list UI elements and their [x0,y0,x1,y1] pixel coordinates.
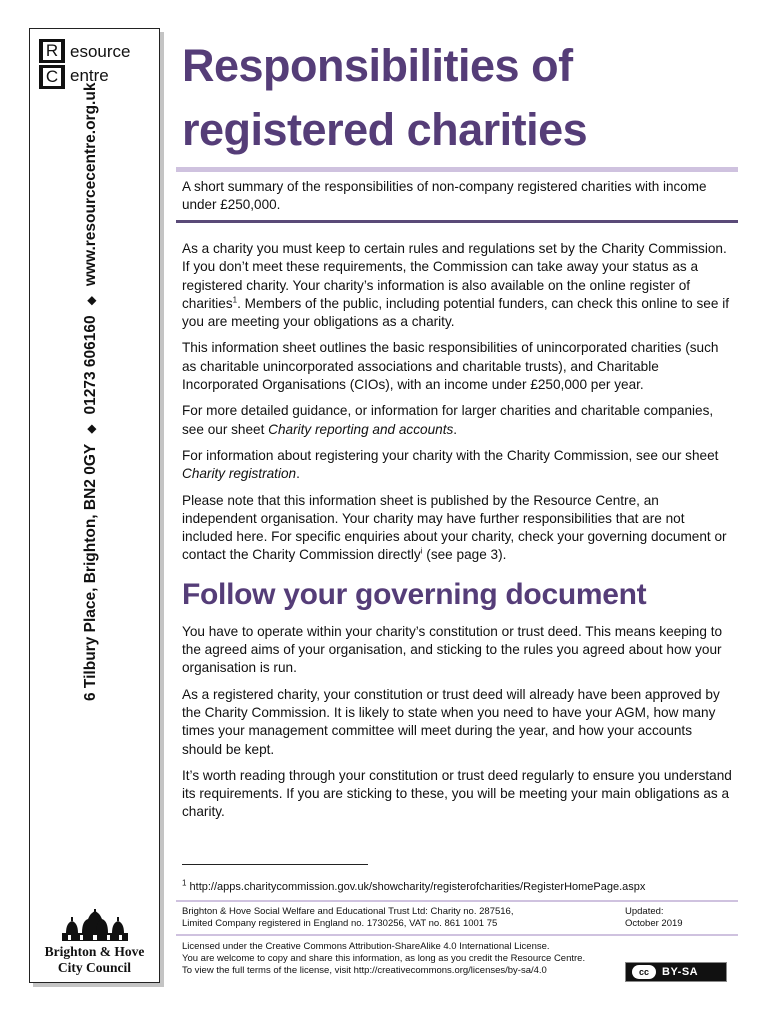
paragraph-intro: As a charity you must keep to certain rules and regulations set by the Charity Commission. If you don’t meet these requirements, the Commission can take away your status as a registered charity. Your charity’s information is also available on the online register of charities$^1$. Members of the public, including potential funders, can check this online to see if you are meeting your obligations as a charity. [182,241,729,330]
paragraph-operate: You have to operate within your charity’s constitution or trust deed. This means keeping to the agreed aims of your organisation, and sticking to the rules you agreed about how your organisation is run. [182,623,723,676]
footnote-ref[interactable]: 1 [232,295,238,305]
council-logo [30,909,159,975]
vertical-contact-info [80,82,102,701]
footer-divider-top [176,900,738,902]
section-heading: Follow your governing document [182,577,647,611]
council-name-line2: City Council [57,960,132,975]
paragraph-guidance: For more detailed guidance, or information for larger charities and charitable companies, see our sheet Charity reporting and accounts. [182,403,714,437]
title-divider [176,167,738,172]
main-content [182,240,734,830]
paragraph-note: Please note that this information sheet is published by the Resource Centre, an independent organisation. Your charity may have further responsibilities that are not included here. For specific enquiries about your charity, check your governing document or contact the Charity Commission directly$^i$ (see page 3). [182,492,727,563]
sidebar [29,28,160,983]
phone-number: 01273 606160 [82,315,99,415]
sheet-reference-reporting: Charity reporting and accounts [268,421,454,437]
logo-r-box: R [39,39,65,63]
address: 6 Tilbury Place, Brighton, BN2 0GY [82,443,99,701]
paragraph-outline: This information sheet outlines the basic responsibilities of unincorporated charities (such as charitable unincorporated associations and charitable trusts), and Charitable Incorporated Organisations (CIOs), with an income under £250,000 per year. [182,340,719,393]
website-link[interactable]: www.resourcecentre.org.uk [82,82,99,287]
summary-divider [176,220,738,223]
footnote-rule [182,864,368,865]
pavilion-icon [58,909,132,943]
license-info: Licensed under the Creative Commons Attribution-ShareAlike 4.0 International License. You are welcome to copy and share this information, as long as you credit the Resource Centre. To view the full terms of the license, visit http://creativecommons.org/licenses/by-sa/4.0 [182,941,622,977]
diamond-separator: ◆ [84,424,98,434]
updated-info: Updated: October 2019 [625,906,683,929]
sheet-reference-registration: Charity registration [182,466,297,482]
summary-text: A short summary of the responsibilities of non-company registered charities with income under £250,000. [182,179,707,212]
cc-badge-text: BY-SA [662,966,699,978]
paragraph-worth-reading: It’s worth reading through your constitution or trust deed regularly to ensure you understand its requirements. If you are sticking to these, you will be meeting your main obligations as a charity. [182,767,732,820]
endnote-ref[interactable]: i [420,546,423,556]
page-title: Responsibilities of registered charities [182,40,588,155]
logo-word-entre: entre [70,66,109,85]
cc-icon: cc [632,965,656,979]
footer-divider-bottom [176,934,738,936]
footnote: $^1$ http://apps.charitycommission.gov.uk/showcharity/registerofcharities/RegisterHomePage.aspx [182,878,646,893]
paragraph-approved: As a registered charity, your constitution or trust deed will already have been approved by the Charity Commission. It is likely to state when you need to have your AGM, how many times your management committee will meet during the year, and how your accounts should be kept. [182,686,720,757]
diamond-separator: ◆ [84,296,98,306]
legal-info: Brighton & Hove Social Welfare and Educational Trust Ltd: Charity no. 287516, Limited Company registered in England no. 1730256, VAT no. 861 1001 75 [182,906,514,929]
license-url[interactable]: To view the full terms of the license, visit http://creativecommons.org/licenses/by-sa/4.0 [182,965,547,976]
cc-by-sa-badge[interactable] [625,962,727,982]
council-name-line1: Brighton & Hove [44,944,145,959]
paragraph-registration: For information about registering your charity with the Charity Commission, see our sheet Charity registration. [182,447,719,482]
logo-word-esource: esource [70,42,131,61]
logo-c-box: C [39,65,65,89]
footnote-url[interactable]: http://apps.charitycommission.gov.uk/showcharity/registerofcharities/RegisterHomePage.aspx [189,881,646,893]
